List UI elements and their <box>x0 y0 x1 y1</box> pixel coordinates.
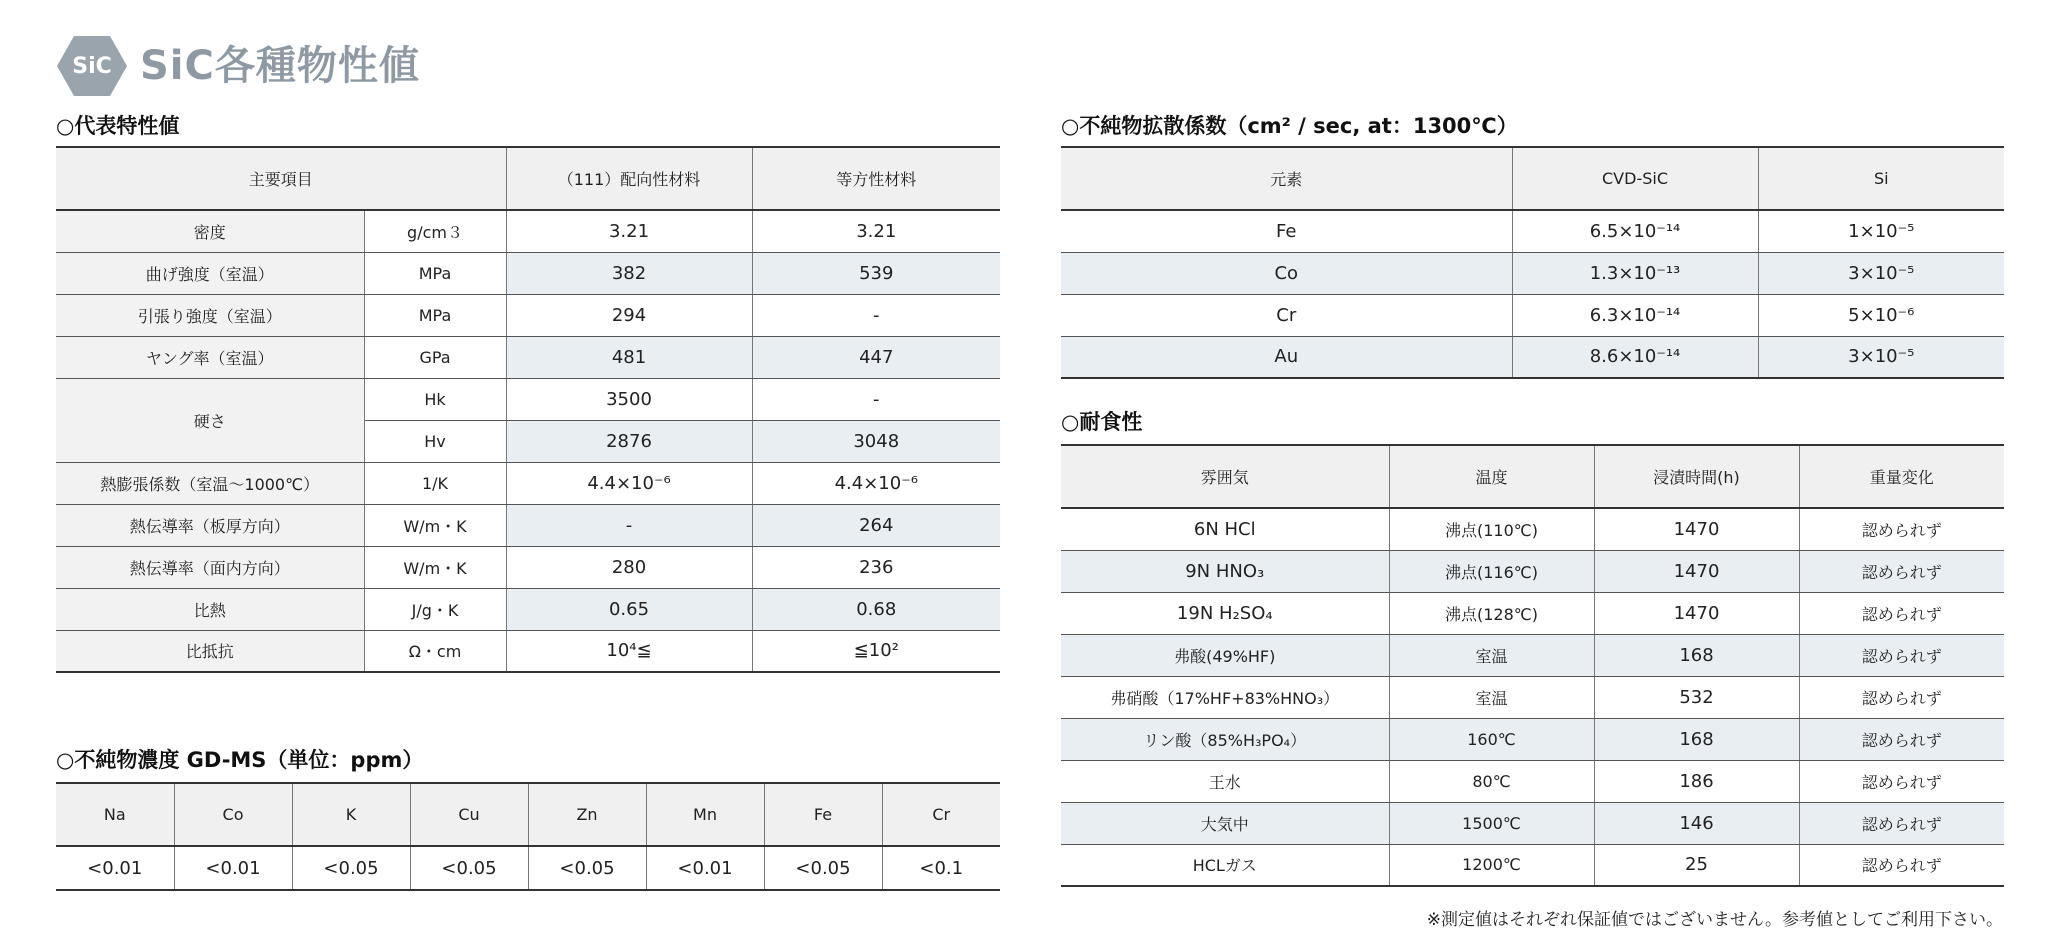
table-row <box>1061 592 2004 634</box>
cell-value: 1×10⁻⁵ <box>1758 210 2004 252</box>
cell-value: 8.6×10⁻¹⁴ <box>1512 336 1758 378</box>
row-label: 硬さ <box>56 378 364 462</box>
table-row <box>1061 550 2004 592</box>
table-row <box>56 252 1000 294</box>
cell-value: 3×10⁻⁵ <box>1758 252 2004 294</box>
row-unit: Hk <box>364 378 506 420</box>
temperature-cell: 沸点(110℃) <box>1389 508 1594 550</box>
atmosphere-cell: 6N HCl <box>1061 508 1389 550</box>
table-row <box>1061 760 2004 802</box>
atmosphere-cell: 大気中 <box>1061 802 1389 844</box>
temperature-cell: 80℃ <box>1389 760 1594 802</box>
row-label: 引張り強度（室温） <box>56 294 364 336</box>
temperature-cell: 室温 <box>1389 676 1594 718</box>
cell-value: 4.4×10⁻⁶ <box>506 462 752 504</box>
cell-value: 382 <box>506 252 752 294</box>
atmosphere-cell: 弗硝酸（17%HF+83%HNO₃） <box>1061 676 1389 718</box>
table-row <box>1061 252 2004 294</box>
cell-value: 3500 <box>506 378 752 420</box>
header-immersion-time: 浸漬時間(h) <box>1594 445 1799 508</box>
cell-value: 481 <box>506 336 752 378</box>
time-cell: 186 <box>1594 760 1799 802</box>
row-unit: GPa <box>364 336 506 378</box>
properties-table <box>56 146 1000 673</box>
row-label: 曲げ強度（室温） <box>56 252 364 294</box>
header-element: 元素 <box>1061 147 1512 210</box>
time-cell: 1470 <box>1594 550 1799 592</box>
cell-value: 3.21 <box>506 210 752 252</box>
row-unit: 1/K <box>364 462 506 504</box>
cell-value: - <box>506 504 752 546</box>
cell-value: 264 <box>752 504 1000 546</box>
element-cell: Co <box>1061 252 1512 294</box>
table-row <box>1061 336 2004 378</box>
weight-cell: 認められず <box>1799 844 2004 886</box>
corrosion-section-title: ○耐食性 <box>1061 410 1143 434</box>
row-label: 熱膨張係数（室温〜1000℃） <box>56 462 364 504</box>
weight-cell: 認められず <box>1799 718 2004 760</box>
table-row <box>56 210 1000 252</box>
header-zn: Zn <box>528 783 646 846</box>
header-fe: Fe <box>764 783 882 846</box>
temperature-cell: 1500℃ <box>1389 802 1594 844</box>
temperature-cell: 沸点(116℃) <box>1389 550 1594 592</box>
row-label: 熱伝導率（面内方向） <box>56 546 364 588</box>
table-row <box>56 462 1000 504</box>
table-row <box>1061 508 2004 550</box>
cell-value: 3×10⁻⁵ <box>1758 336 2004 378</box>
row-unit: g/cm３ <box>364 210 506 252</box>
cell-value: 0.65 <box>506 588 752 630</box>
weight-cell: 認められず <box>1799 802 2004 844</box>
row-unit: MPa <box>364 252 506 294</box>
diffusion-table <box>1061 146 2004 379</box>
cell-value: 4.4×10⁻⁶ <box>752 462 1000 504</box>
row-label: 密度 <box>56 210 364 252</box>
table-row <box>1061 676 2004 718</box>
cell-value: 6.5×10⁻¹⁴ <box>1512 210 1758 252</box>
atmosphere-cell: 9N HNO₃ <box>1061 550 1389 592</box>
time-cell: 146 <box>1594 802 1799 844</box>
row-unit: Hv <box>364 420 506 462</box>
table-row <box>1061 802 2004 844</box>
cell-value: 236 <box>752 546 1000 588</box>
table-row <box>56 846 1000 890</box>
table-row <box>56 378 1000 420</box>
weight-cell: 認められず <box>1799 634 2004 676</box>
weight-cell: 認められず <box>1799 508 2004 550</box>
cell-value: 0.68 <box>752 588 1000 630</box>
cell-value: <0.01 <box>174 846 292 890</box>
table-row <box>1061 844 2004 886</box>
atmosphere-cell: 19N H₂SO₄ <box>1061 592 1389 634</box>
header-atmosphere: 雰囲気 <box>1061 445 1389 508</box>
element-cell: Fe <box>1061 210 1512 252</box>
row-label: 熱伝導率（板厚方向） <box>56 504 364 546</box>
table-row <box>1061 718 2004 760</box>
temperature-cell: 160℃ <box>1389 718 1594 760</box>
time-cell: 168 <box>1594 634 1799 676</box>
row-label: ヤング率（室温） <box>56 336 364 378</box>
table-row <box>56 504 1000 546</box>
weight-cell: 認められず <box>1799 550 2004 592</box>
time-cell: 168 <box>1594 718 1799 760</box>
atmosphere-cell: リン酸（85%H₃PO₄） <box>1061 718 1389 760</box>
page-title: SiC各種物性値 <box>140 43 420 89</box>
temperature-cell: 1200℃ <box>1389 844 1594 886</box>
cell-value: 280 <box>506 546 752 588</box>
row-unit: J/g・K <box>364 588 506 630</box>
time-cell: 532 <box>1594 676 1799 718</box>
cell-value: ≦10² <box>752 630 1000 672</box>
temperature-cell: 沸点(128℃) <box>1389 592 1594 634</box>
cell-value: <0.01 <box>646 846 764 890</box>
header-cu: Cu <box>410 783 528 846</box>
sic-hexagon-logo <box>56 34 128 98</box>
cell-value: - <box>752 378 1000 420</box>
cell-value: 5×10⁻⁶ <box>1758 294 2004 336</box>
cell-value: 447 <box>752 336 1000 378</box>
element-cell: Cr <box>1061 294 1512 336</box>
table-row <box>56 294 1000 336</box>
header-co: Co <box>174 783 292 846</box>
time-cell: 1470 <box>1594 508 1799 550</box>
row-unit: MPa <box>364 294 506 336</box>
header-k: K <box>292 783 410 846</box>
table-row <box>56 546 1000 588</box>
table-row <box>1061 294 2004 336</box>
temperature-cell: 室温 <box>1389 634 1594 676</box>
impurity-section-title: ○不純物濃度 GD-MS（単位：ppm） <box>56 748 424 772</box>
table-row <box>56 630 1000 672</box>
table-row <box>56 336 1000 378</box>
row-unit: W/m・K <box>364 504 506 546</box>
header-isotropic: 等方性材料 <box>752 147 1000 210</box>
atmosphere-cell: 弗酸(49%HF) <box>1061 634 1389 676</box>
weight-cell: 認められず <box>1799 592 2004 634</box>
corrosion-table <box>1061 444 2004 887</box>
table-row <box>1061 210 2004 252</box>
element-cell: Au <box>1061 336 1512 378</box>
header-si: Si <box>1758 147 2004 210</box>
cell-value: 6.3×10⁻¹⁴ <box>1512 294 1758 336</box>
cell-value: 1.3×10⁻¹³ <box>1512 252 1758 294</box>
cell-value: 3.21 <box>752 210 1000 252</box>
atmosphere-cell: 王水 <box>1061 760 1389 802</box>
cell-value: <0.05 <box>528 846 646 890</box>
weight-cell: 認められず <box>1799 760 2004 802</box>
diffusion-section-title: ○不純物拡散係数（cm² / sec, at：1300℃） <box>1061 114 1518 138</box>
table-row <box>1061 634 2004 676</box>
row-label: 比抵抗 <box>56 630 364 672</box>
weight-cell: 認められず <box>1799 676 2004 718</box>
atmosphere-cell: HCLガス <box>1061 844 1389 886</box>
time-cell: 1470 <box>1594 592 1799 634</box>
cell-value: 2876 <box>506 420 752 462</box>
properties-section-title: ○代表特性値 <box>56 114 180 138</box>
logo-text: SiC <box>72 53 112 79</box>
header-cvd-sic: CVD-SiC <box>1512 147 1758 210</box>
cell-value: 294 <box>506 294 752 336</box>
header-mn: Mn <box>646 783 764 846</box>
header-main-item: 主要項目 <box>56 147 506 210</box>
cell-value: 539 <box>752 252 1000 294</box>
cell-value: <0.05 <box>764 846 882 890</box>
footnote: ※測定値はそれぞれ保証値ではございません。参考値としてご利用下さい。 <box>1426 910 2003 930</box>
header-oriented: （111）配向性材料 <box>506 147 752 210</box>
row-unit: Ω・cm <box>364 630 506 672</box>
header-cr: Cr <box>882 783 1000 846</box>
header-weight-change: 重量変化 <box>1799 445 2004 508</box>
row-label: 比熱 <box>56 588 364 630</box>
cell-value: <0.05 <box>410 846 528 890</box>
header-na: Na <box>56 783 174 846</box>
cell-value: <0.05 <box>292 846 410 890</box>
cell-value: - <box>752 294 1000 336</box>
cell-value: 3048 <box>752 420 1000 462</box>
impurity-table <box>56 782 1000 891</box>
cell-value: 10⁴≦ <box>506 630 752 672</box>
cell-value: <0.01 <box>56 846 174 890</box>
cell-value: <0.1 <box>882 846 1000 890</box>
row-unit: W/m・K <box>364 546 506 588</box>
table-row <box>56 588 1000 630</box>
header-temperature: 温度 <box>1389 445 1594 508</box>
time-cell: 25 <box>1594 844 1799 886</box>
